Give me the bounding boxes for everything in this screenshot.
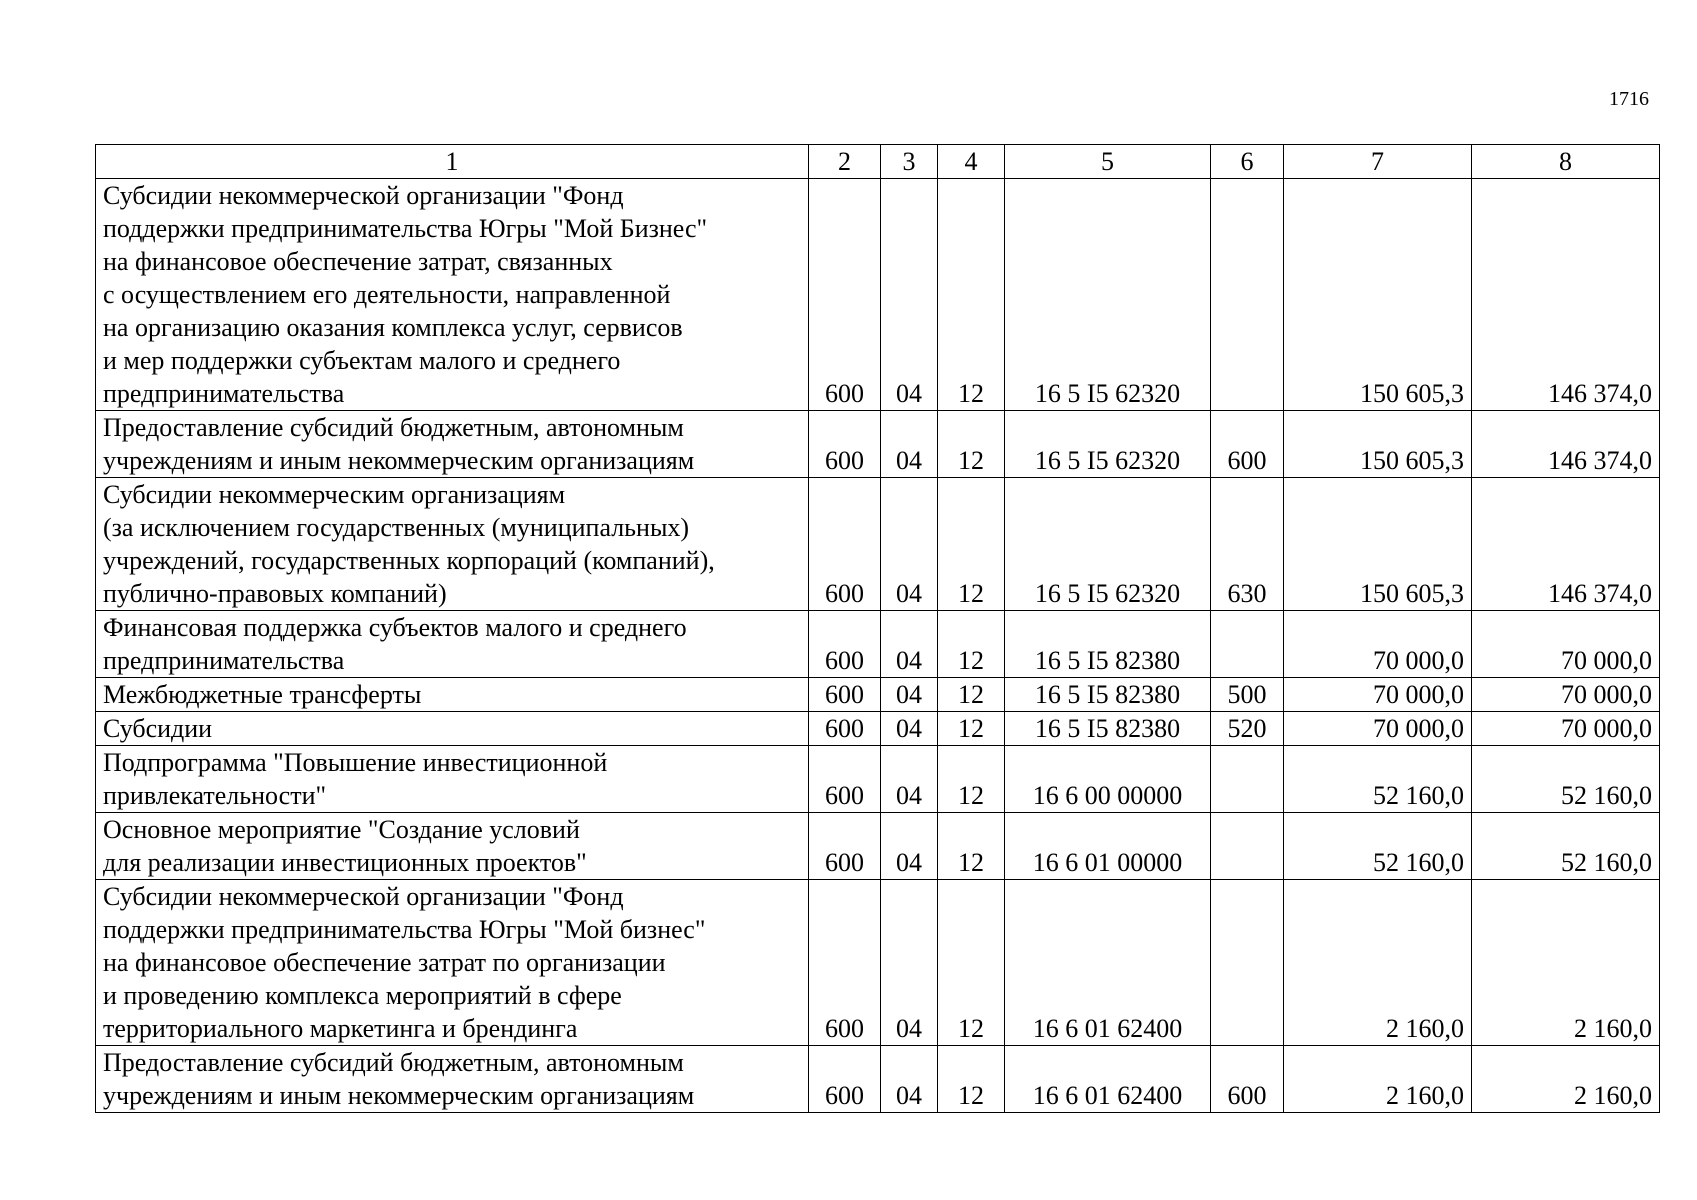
amount-year1-cell: 150 605,3 bbox=[1284, 478, 1472, 611]
column-header: 7 bbox=[1284, 145, 1472, 179]
table-row bbox=[96, 1046, 1660, 1113]
target-article-cell: 16 6 01 62400 bbox=[1005, 880, 1211, 1046]
expense-type-cell bbox=[1211, 880, 1284, 1046]
row-name-line: на финансовое обеспечение затрат, связанных bbox=[103, 247, 613, 276]
row-name-cell bbox=[96, 1046, 809, 1113]
table-row bbox=[96, 746, 1660, 813]
target-article-cell: 16 5 I5 62320 bbox=[1005, 179, 1211, 411]
section-cell: 04 bbox=[881, 712, 938, 746]
amount-year1-cell: 70 000,0 bbox=[1284, 678, 1472, 712]
subsection-cell: 12 bbox=[938, 411, 1005, 478]
row-name-cell bbox=[96, 712, 809, 746]
column-header: 4 bbox=[938, 145, 1005, 179]
row-name-cell bbox=[96, 478, 809, 611]
table-row bbox=[96, 478, 1660, 611]
row-name-line: с осуществлением его деятельности, направленной bbox=[103, 280, 671, 309]
amount-year2-cell: 2 160,0 bbox=[1472, 880, 1660, 1046]
amount-year2-cell: 52 160,0 bbox=[1472, 813, 1660, 880]
section-cell: 04 bbox=[881, 1046, 938, 1113]
section-cell: 04 bbox=[881, 611, 938, 678]
target-article-cell: 16 6 01 62400 bbox=[1005, 1046, 1211, 1113]
column-header: 1 bbox=[96, 145, 809, 179]
subsection-cell: 12 bbox=[938, 813, 1005, 880]
expense-type-cell: 500 bbox=[1211, 678, 1284, 712]
subsection-cell: 12 bbox=[938, 1046, 1005, 1113]
section-cell: 04 bbox=[881, 678, 938, 712]
section-cell: 04 bbox=[881, 880, 938, 1046]
table-row bbox=[96, 611, 1660, 678]
row-name-line: территориального маркетинга и брендинга bbox=[103, 1014, 578, 1043]
amount-year1-cell: 52 160,0 bbox=[1284, 746, 1472, 813]
row-name-line: учреждениям и иным некоммерческим организациям bbox=[103, 446, 695, 475]
expense-type-cell: 520 bbox=[1211, 712, 1284, 746]
amount-year2-cell: 52 160,0 bbox=[1472, 746, 1660, 813]
row-name-line: предпринимательства bbox=[103, 646, 345, 675]
row-name-cell bbox=[96, 411, 809, 478]
row-name-line: на финансовое обеспечение затрат по организации bbox=[103, 948, 666, 977]
ministry-code-cell: 600 bbox=[809, 478, 881, 611]
section-cell: 04 bbox=[881, 478, 938, 611]
subsection-cell: 12 bbox=[938, 478, 1005, 611]
row-name-line: Субсидии некоммерческой организации "Фонд bbox=[103, 181, 624, 210]
row-name-cell bbox=[96, 813, 809, 880]
subsection-cell: 12 bbox=[938, 678, 1005, 712]
ministry-code-cell: 600 bbox=[809, 746, 881, 813]
row-name-line: публично-правовых компаний) bbox=[103, 579, 447, 608]
row-name-line: Предоставление субсидий бюджетным, автономным bbox=[103, 413, 684, 442]
ministry-code-cell: 600 bbox=[809, 611, 881, 678]
amount-year1-cell: 150 605,3 bbox=[1284, 411, 1472, 478]
row-name-line: Финансовая поддержка субъектов малого и среднего bbox=[103, 613, 687, 642]
row-name-line: на организацию оказания комплекса услуг, сервисов bbox=[103, 313, 683, 342]
target-article-cell: 16 5 I5 82380 bbox=[1005, 678, 1211, 712]
column-header: 3 bbox=[881, 145, 938, 179]
column-header: 8 bbox=[1472, 145, 1660, 179]
amount-year2-cell: 2 160,0 bbox=[1472, 1046, 1660, 1113]
ministry-code-cell: 600 bbox=[809, 712, 881, 746]
amount-year1-cell: 150 605,3 bbox=[1284, 179, 1472, 411]
section-cell: 04 bbox=[881, 411, 938, 478]
table-row bbox=[96, 712, 1660, 746]
section-cell: 04 bbox=[881, 179, 938, 411]
row-name-cell bbox=[96, 880, 809, 1046]
amount-year1-cell: 2 160,0 bbox=[1284, 1046, 1472, 1113]
amount-year2-cell: 146 374,0 bbox=[1472, 478, 1660, 611]
column-header: 2 bbox=[809, 145, 881, 179]
row-name-line: для реализации инвестиционных проектов" bbox=[103, 848, 587, 877]
section-cell: 04 bbox=[881, 813, 938, 880]
ministry-code-cell: 600 bbox=[809, 1046, 881, 1113]
row-name-line: Основное мероприятие "Создание условий bbox=[103, 815, 580, 844]
row-name-line: Межбюджетные трансферты bbox=[103, 680, 422, 709]
ministry-code-cell: 600 bbox=[809, 411, 881, 478]
row-name-line: учреждений, государственных корпораций (компаний), bbox=[103, 546, 715, 575]
table-body bbox=[96, 179, 1660, 1113]
row-name-line: предпринимательства bbox=[103, 379, 345, 408]
header-row bbox=[96, 145, 1660, 179]
expense-type-cell bbox=[1211, 813, 1284, 880]
expense-type-cell bbox=[1211, 746, 1284, 813]
amount-year2-cell: 70 000,0 bbox=[1472, 678, 1660, 712]
target-article-cell: 16 5 I5 82380 bbox=[1005, 712, 1211, 746]
row-name-line: и мер поддержки субъектам малого и среднего bbox=[103, 346, 621, 375]
subsection-cell: 12 bbox=[938, 746, 1005, 813]
row-name-line: привлекательности" bbox=[103, 781, 327, 810]
column-header: 5 bbox=[1005, 145, 1211, 179]
table-row bbox=[96, 813, 1660, 880]
ministry-code-cell: 600 bbox=[809, 880, 881, 1046]
amount-year2-cell: 146 374,0 bbox=[1472, 179, 1660, 411]
expense-type-cell bbox=[1211, 611, 1284, 678]
subsection-cell: 12 bbox=[938, 611, 1005, 678]
row-name-cell bbox=[96, 678, 809, 712]
budget-table bbox=[95, 144, 1660, 1113]
row-name-line: и проведению комплекса мероприятий в сфере bbox=[103, 981, 622, 1010]
row-name-cell bbox=[96, 611, 809, 678]
row-name-line: Субсидии bbox=[103, 714, 213, 743]
table-row bbox=[96, 179, 1660, 411]
ministry-code-cell: 600 bbox=[809, 179, 881, 411]
amount-year2-cell: 146 374,0 bbox=[1472, 411, 1660, 478]
row-name-line: Предоставление субсидий бюджетным, автономным bbox=[103, 1048, 684, 1077]
row-name-line: поддержки предпринимательства Югры "Мой Бизнес" bbox=[103, 214, 708, 243]
table-row bbox=[96, 678, 1660, 712]
subsection-cell: 12 bbox=[938, 880, 1005, 1046]
target-article-cell: 16 5 I5 62320 bbox=[1005, 478, 1211, 611]
row-name-cell bbox=[96, 746, 809, 813]
amount-year1-cell: 2 160,0 bbox=[1284, 880, 1472, 1046]
row-name-line: поддержки предпринимательства Югры "Мой бизнес" bbox=[103, 915, 706, 944]
ministry-code-cell: 600 bbox=[809, 813, 881, 880]
target-article-cell: 16 6 00 00000 bbox=[1005, 746, 1211, 813]
amount-year1-cell: 52 160,0 bbox=[1284, 813, 1472, 880]
amount-year2-cell: 70 000,0 bbox=[1472, 712, 1660, 746]
expense-type-cell: 600 bbox=[1211, 411, 1284, 478]
row-name-line: Субсидии некоммерческим организациям bbox=[103, 480, 566, 509]
subsection-cell: 12 bbox=[938, 712, 1005, 746]
amount-year2-cell: 70 000,0 bbox=[1472, 611, 1660, 678]
target-article-cell: 16 5 I5 82380 bbox=[1005, 611, 1211, 678]
row-name-line: Субсидии некоммерческой организации "Фонд bbox=[103, 882, 624, 911]
ministry-code-cell: 600 bbox=[809, 678, 881, 712]
table-row bbox=[96, 880, 1660, 1046]
subsection-cell: 12 bbox=[938, 179, 1005, 411]
amount-year1-cell: 70 000,0 bbox=[1284, 712, 1472, 746]
target-article-cell: 16 6 01 00000 bbox=[1005, 813, 1211, 880]
column-header: 6 bbox=[1211, 145, 1284, 179]
target-article-cell: 16 5 I5 62320 bbox=[1005, 411, 1211, 478]
expense-type-cell bbox=[1211, 179, 1284, 411]
expense-type-cell: 630 bbox=[1211, 478, 1284, 611]
table-row bbox=[96, 411, 1660, 478]
page-number: 1716 bbox=[1609, 88, 1649, 110]
section-cell: 04 bbox=[881, 746, 938, 813]
row-name-line: Подпрограмма "Повышение инвестиционной bbox=[103, 748, 608, 777]
row-name-line: (за исключением государственных (муниципальных) bbox=[103, 513, 690, 542]
row-name-cell bbox=[96, 179, 809, 411]
row-name-line: учреждениям и иным некоммерческим организациям bbox=[103, 1081, 695, 1110]
expense-type-cell: 600 bbox=[1211, 1046, 1284, 1113]
amount-year1-cell: 70 000,0 bbox=[1284, 611, 1472, 678]
